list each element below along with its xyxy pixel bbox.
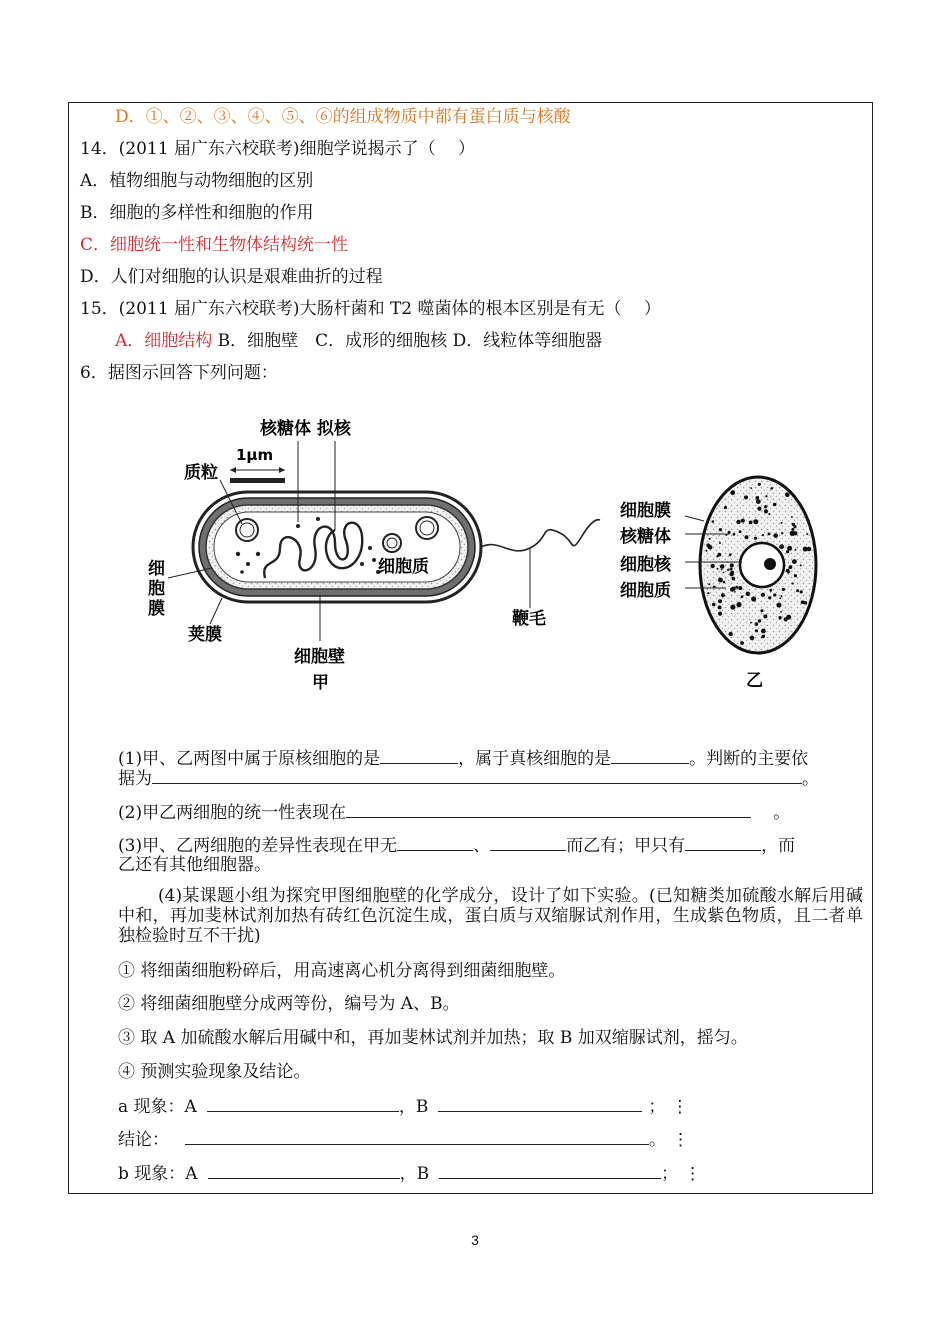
speckle xyxy=(750,622,752,624)
q14-option-c: C．细胞统一性和生物体结构统一性 xyxy=(80,235,349,255)
ribosome xyxy=(236,552,240,556)
cell-diagram xyxy=(130,408,840,698)
result-a xyxy=(118,1095,688,1118)
label-flagellum: 鞭毛 xyxy=(512,609,546,629)
speckle xyxy=(756,499,761,504)
label-cytoplasm-yi: 细胞质 xyxy=(620,581,671,601)
speckle xyxy=(781,522,783,524)
speckle xyxy=(751,596,756,601)
speckle xyxy=(729,572,733,576)
conclusion-mark: ⋮ xyxy=(672,1130,689,1150)
speckle xyxy=(745,535,749,539)
label-membrane-3: 膜 xyxy=(148,599,165,619)
speckle xyxy=(753,519,758,524)
speckle xyxy=(736,520,740,524)
speckle xyxy=(712,603,716,607)
ribosome xyxy=(246,562,250,566)
scale-bar xyxy=(230,478,285,483)
speckle xyxy=(792,559,797,564)
speckle xyxy=(734,591,736,593)
speckle xyxy=(765,495,767,497)
result-b-label: b 现象：A xyxy=(118,1164,198,1184)
speckle xyxy=(707,592,709,594)
p1-text-b: ，属于真核细胞的是 xyxy=(458,749,612,769)
label-jia: 甲 xyxy=(312,673,329,693)
p3-text-b: 、 xyxy=(473,836,491,856)
speckle xyxy=(729,632,733,636)
speckle xyxy=(764,509,768,513)
speckle xyxy=(773,503,777,507)
speckle xyxy=(718,578,723,583)
speckle xyxy=(763,614,767,618)
speckle xyxy=(773,593,776,596)
speckle xyxy=(793,531,797,535)
q15-options-rest: B．细胞壁 C．成形的细胞核 D．线粒体等细胞器 xyxy=(212,331,603,351)
speckle xyxy=(770,487,773,490)
prokaryotic-cell xyxy=(193,492,600,602)
conclusion-end: 。 xyxy=(649,1130,666,1150)
speckle xyxy=(730,587,735,592)
speckle xyxy=(787,546,792,551)
q14-option-d: D．人们对细胞的认识是艰难曲折的过程 xyxy=(80,267,383,287)
speckle xyxy=(762,534,764,536)
q14-stem: 14．(2011 届广东六校联考)细胞学说揭示了（ ） xyxy=(80,139,475,159)
speckle xyxy=(717,568,719,570)
label-plasmid: 质粒 xyxy=(184,463,218,483)
speckle xyxy=(779,544,784,549)
speckle xyxy=(802,601,804,603)
label-ribosome-nucleoid: 核糖体 拟核 xyxy=(260,419,351,439)
q6-stem: 6．据图示回答下列问题： xyxy=(80,363,278,383)
flagellum xyxy=(481,520,600,551)
speckle xyxy=(795,549,797,551)
q6-part4-intro: (4)某课题小组为探究甲图细胞壁的化学成分，设计了如下实验。(已知糖类加硫酸水解后用碱中和，再加斐林试剂加热有砖红色沉淀生成，蛋白质与双缩脲试剂作用，生成紫色物质，且二者单独检验时互不干扰) xyxy=(118,886,863,946)
ribosome xyxy=(256,552,260,556)
label-cytoplasm: 细胞质 xyxy=(378,557,429,577)
speckle xyxy=(733,533,736,536)
speckle xyxy=(719,528,722,531)
label-yi: 乙 xyxy=(746,671,763,691)
speckle xyxy=(762,635,765,638)
speckle xyxy=(782,588,785,591)
speckle xyxy=(781,532,783,534)
p2-text-b: 。 xyxy=(773,803,791,823)
page-number: 3 xyxy=(471,1232,479,1248)
q14-option-b: B．细胞的多样性和细胞的作用 xyxy=(80,203,314,223)
speckle xyxy=(719,542,721,544)
speckle xyxy=(740,641,744,645)
ribosome xyxy=(296,524,300,528)
label-nucleus-yi: 细胞核 xyxy=(620,555,671,575)
blank-eukaryote[interactable] xyxy=(611,747,689,764)
q6-part3-line2: 乙还有其他细胞器。 xyxy=(118,855,271,875)
q15-stem: 15．(2011 届广东六校联考)大肠杆菌和 T2 噬菌体的根本区别是有无（ ） xyxy=(80,299,661,319)
blank-conclusion[interactable] xyxy=(185,1128,649,1145)
speckle xyxy=(746,592,750,596)
speckle xyxy=(761,593,765,597)
speckle xyxy=(724,506,727,509)
p3-text-c: 而乙有；甲只有 xyxy=(566,836,686,856)
speckle xyxy=(709,538,711,540)
speckle xyxy=(744,495,748,499)
step-3: ③ 取 A 加硫酸水解后用碱中和，再加斐林试剂并加热；取 B 加双缩脲试剂，摇匀。 xyxy=(118,1028,748,1048)
speckle xyxy=(730,563,734,567)
speckle xyxy=(730,490,735,495)
p1-text-a: (1)甲、乙两图中属于原核细胞的是 xyxy=(118,749,381,769)
speckle xyxy=(786,569,790,573)
label-membrane-1: 细 xyxy=(148,559,165,579)
speckle xyxy=(761,629,766,634)
speckle xyxy=(800,564,802,566)
ribosome xyxy=(368,546,372,550)
q15-options xyxy=(115,330,602,352)
speckle xyxy=(800,590,803,593)
result-a-label: a 现象：A xyxy=(118,1097,197,1117)
result-a-semicolon: ； xyxy=(648,1097,666,1117)
leader-membrane-yi xyxy=(685,516,704,521)
p1-text-d: 据为 xyxy=(118,769,152,789)
speckle xyxy=(773,533,778,538)
speckle xyxy=(780,611,782,613)
eukaryotic-cell xyxy=(700,477,816,653)
speckle xyxy=(778,616,781,619)
speckle xyxy=(721,569,723,571)
speckle xyxy=(723,572,725,574)
q13-option-d: D．①、②、③、④、⑤、⑥的组成物质中都有蛋白质与核酸 xyxy=(115,107,571,127)
speckle xyxy=(784,617,788,621)
blank-diff-3[interactable] xyxy=(685,834,761,851)
speckle xyxy=(750,487,752,489)
q14-option-a: A．植物细胞与动物细胞的区别 xyxy=(80,171,314,191)
p1-text-c: 。判断的主要依 xyxy=(689,749,809,769)
label-ribosome-yi: 核糖体 xyxy=(620,527,671,547)
speckle xyxy=(711,564,715,568)
ribosome xyxy=(360,562,364,566)
speckle xyxy=(750,636,755,641)
speckle xyxy=(789,565,793,569)
result-b-b-label: ，B xyxy=(399,1164,430,1184)
result-a-b-label: ，B xyxy=(398,1097,429,1117)
ribosome xyxy=(240,570,244,574)
p2-text-a: (2)甲乙两细胞的统一性表现在 xyxy=(118,803,347,823)
p1-text-e: 。 xyxy=(802,769,819,789)
speckle xyxy=(735,586,738,589)
result-a-mark: ⋮ xyxy=(671,1097,689,1117)
speckle xyxy=(738,586,742,590)
result-b xyxy=(118,1162,701,1185)
label-membrane-yi: 细胞膜 xyxy=(620,501,671,521)
speckle xyxy=(781,595,783,597)
blank-unity[interactable] xyxy=(346,801,751,818)
speckle xyxy=(705,550,707,552)
speckle xyxy=(754,537,757,540)
scale-arrowhead-left xyxy=(230,467,236,473)
speckle xyxy=(755,622,759,626)
blank-diff-1[interactable] xyxy=(397,834,473,851)
label-capsule: 荚膜 xyxy=(188,625,222,645)
blank-a-phenomenon-A[interactable] xyxy=(207,1095,399,1112)
speckle xyxy=(718,599,722,603)
speckle xyxy=(796,589,799,592)
scale-arrowhead-right xyxy=(279,467,285,473)
speckle xyxy=(716,555,718,557)
blank-prokaryote[interactable] xyxy=(380,747,458,764)
nucleolus xyxy=(764,558,776,570)
speckle xyxy=(757,507,761,511)
speckle xyxy=(721,593,725,597)
speckle xyxy=(768,533,771,536)
speckle xyxy=(730,605,735,610)
speckle xyxy=(749,521,753,525)
speckle xyxy=(722,565,724,567)
scale-label: 1μm xyxy=(236,446,274,464)
speckle xyxy=(756,496,760,500)
speckle xyxy=(792,528,795,531)
p3-text-d: ，而 xyxy=(761,836,796,856)
speckle xyxy=(794,574,797,577)
blank-reason[interactable] xyxy=(152,767,802,784)
speckle xyxy=(732,577,736,581)
speckle xyxy=(730,568,733,571)
speckle xyxy=(729,553,732,556)
speckle xyxy=(803,547,808,552)
speckle xyxy=(776,603,781,608)
leader-capsule xyxy=(210,598,222,624)
label-cell-wall: 细胞壁 xyxy=(294,647,345,667)
result-b-semicolon: ； xyxy=(661,1164,679,1184)
step-1: ① 将细菌细胞粉碎后，用高速离心机分离得到细菌细胞壁。 xyxy=(118,961,566,981)
speckle xyxy=(739,530,742,533)
speckle xyxy=(779,597,781,599)
ribosome xyxy=(372,558,376,562)
speckle xyxy=(728,531,731,534)
blank-b-phenomenon-A[interactable] xyxy=(208,1162,400,1179)
speckle xyxy=(736,602,741,607)
blank-diff-2[interactable] xyxy=(490,834,566,851)
speckle xyxy=(723,581,726,584)
speckle xyxy=(718,605,722,609)
speckle xyxy=(768,513,770,515)
speckle xyxy=(741,595,744,598)
speckle xyxy=(793,525,796,528)
blank-a-phenomenon-B[interactable] xyxy=(438,1095,642,1112)
step-2: ② 将细菌细胞壁分成两等份，编号为 A、B。 xyxy=(118,994,460,1014)
speckle xyxy=(804,601,808,605)
blank-b-phenomenon-B[interactable] xyxy=(439,1162,661,1179)
ribosome xyxy=(316,517,320,521)
speckle xyxy=(769,589,772,592)
p3-text-a: (3)甲、乙两细胞的差异性表现在甲无 xyxy=(118,836,398,856)
speckle xyxy=(760,609,763,612)
speckle xyxy=(758,483,761,486)
speckle xyxy=(727,569,729,571)
speckle xyxy=(792,582,794,584)
nucleus xyxy=(740,543,784,587)
speckle xyxy=(785,492,790,497)
speckle xyxy=(764,505,767,508)
q15-option-a: A．细胞结构 xyxy=(115,331,213,351)
speckle xyxy=(791,516,793,518)
speckle xyxy=(741,519,745,523)
speckle xyxy=(706,543,710,547)
q6-part1-line2 xyxy=(118,767,819,790)
conclusion-label: 结论： xyxy=(118,1130,169,1150)
conclusion xyxy=(118,1128,689,1151)
speckle xyxy=(718,612,722,616)
speckle xyxy=(755,629,758,632)
speckle xyxy=(806,533,808,535)
speckle xyxy=(758,619,761,622)
speckle xyxy=(708,583,710,585)
q6-part2 xyxy=(118,801,790,824)
label-membrane-2: 胞 xyxy=(148,579,165,599)
step-4: ④ 预测实验现象及结论。 xyxy=(118,1062,311,1082)
result-b-mark: ⋮ xyxy=(684,1164,702,1184)
speckle xyxy=(768,596,771,599)
speckle xyxy=(712,520,715,523)
